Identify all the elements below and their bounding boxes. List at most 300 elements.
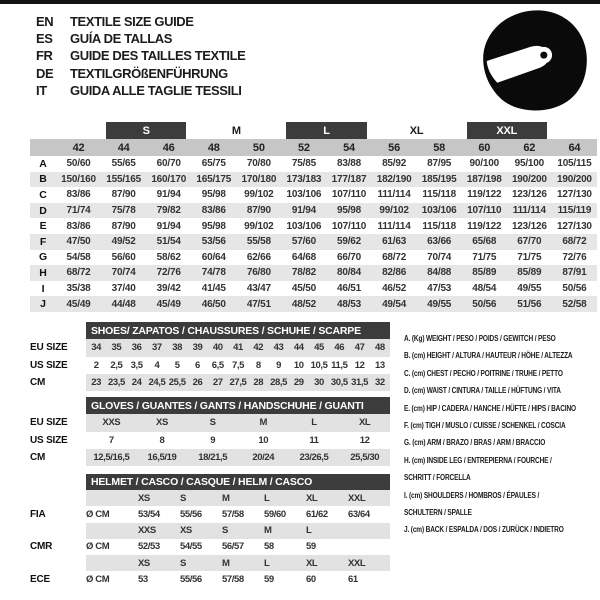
value-cell: L: [306, 523, 348, 539]
value-cell: 5: [174, 359, 180, 371]
language-title: GUIDE DES TAILLES TEXTILE: [70, 48, 246, 64]
value-cell: 53: [138, 573, 148, 585]
measure-row-e: [30, 218, 597, 234]
value-cell: 39: [187, 339, 207, 356]
size-group-xl: XL: [409, 124, 424, 137]
value-cell: 105/115: [557, 158, 592, 170]
value-cell: 9: [276, 359, 281, 371]
value-cell: 99/102: [244, 220, 274, 232]
value-cell: 72/76: [146, 265, 191, 281]
value-cell: 41: [228, 339, 248, 356]
value-cell: 37: [147, 339, 167, 356]
value-cell: 44/48: [101, 296, 146, 312]
value-cell: 28: [248, 374, 268, 391]
row-cm: [30, 449, 390, 466]
row-letter: C: [39, 188, 47, 201]
helmet-size-table: [30, 474, 390, 587]
value-cell: 8: [255, 359, 261, 371]
value-cell: 12: [359, 434, 370, 446]
helmet-icon: [476, 8, 594, 119]
value-cell: XS: [138, 555, 180, 571]
value-cell: 7,5: [231, 359, 244, 371]
row-label: [30, 490, 86, 506]
value-cell: 35: [106, 339, 126, 356]
value-cell: XS: [137, 414, 188, 431]
value-cell: 99/102: [372, 203, 417, 219]
value-cell: 115/118: [422, 220, 456, 232]
value-cell: 48/52: [281, 296, 326, 312]
value-cell: 46/52: [382, 283, 407, 295]
value-cell: XXL: [348, 490, 390, 506]
measure-row-b: [30, 172, 597, 188]
language-title: GUÍA DE TALLAS: [70, 31, 173, 47]
value-cell: 62/66: [246, 251, 271, 263]
value-cell: 111/114: [377, 220, 411, 232]
value-cell: 95/98: [326, 203, 371, 219]
value-cell: 57/58: [222, 508, 244, 520]
legend-line: C. (cm) CHEST / PECHO / POITRINE / TRUHE / PETTO: [404, 367, 563, 378]
value-cell: 185/195: [417, 172, 462, 188]
value-cell: 123/126: [511, 189, 547, 201]
row-label: [30, 523, 86, 539]
value-cell: 49/54: [372, 296, 417, 312]
value-cell: 84/88: [417, 265, 462, 281]
value-cell: 49/52: [101, 234, 146, 250]
value-cell: 61: [348, 573, 358, 585]
value-cell: 45/49: [56, 296, 101, 312]
row-letter: G: [39, 251, 47, 264]
value-cell: 103/106: [417, 203, 462, 219]
measure-row-g: [30, 250, 597, 266]
row-eu-size: [30, 339, 390, 356]
value-cell: 48: [370, 339, 390, 356]
value-cell: XL: [306, 490, 348, 506]
value-cell: [348, 523, 390, 539]
legend-line: D. (cm) WAIST / CINTURA / TAILLE / HÜFTUNG / VITA: [404, 385, 561, 396]
value-cell: S: [180, 490, 222, 506]
value-cell: Ø CM: [86, 573, 110, 585]
value-cell: 13: [374, 359, 385, 371]
value-cell: 36: [127, 339, 147, 356]
measure-row-d: [30, 203, 597, 219]
value-cell: 85/92: [382, 158, 407, 170]
row-fia: [30, 506, 390, 522]
legend-line: SCHULTERN / SPALLE: [404, 507, 472, 518]
value-cell: XXL: [348, 555, 390, 571]
value-cell: 60/70: [156, 158, 181, 170]
value-cell: 46: [329, 339, 349, 356]
row-label: US SIZE: [30, 357, 86, 374]
value-cell: 39/42: [156, 283, 181, 295]
value-cell: 16,5/19: [137, 449, 188, 466]
value-cell: 74/78: [191, 265, 236, 281]
language-title: TEXTILE SIZE GUIDE: [70, 14, 194, 30]
value-cell: 63/64: [348, 508, 370, 520]
legend-line: SCHRITT / FORCELLA: [404, 472, 471, 483]
value-cell: 50/56: [462, 296, 507, 312]
value-cell: 27: [208, 374, 228, 391]
helmet-icon-svg: [476, 8, 594, 114]
value-cell: XL: [306, 555, 348, 571]
value-cell: 111/114: [507, 203, 552, 219]
value-cell: 64/68: [291, 251, 316, 263]
size-number-row: [30, 139, 597, 156]
language-code: EN: [36, 14, 54, 30]
value-cell: 72/76: [562, 251, 587, 263]
value-cell: 53/56: [191, 234, 236, 250]
value-cell: 56/60: [111, 251, 136, 263]
table-title: SHOES/ ZAPATOS / CHAUSSURES / SCHUHE / SCARPE: [86, 322, 390, 339]
value-cell: 71/74: [56, 203, 101, 219]
value-cell: 63/66: [417, 234, 462, 250]
row-sizes: [30, 523, 390, 539]
value-cell: 95/100: [514, 158, 545, 170]
value-cell: 85/89: [462, 265, 507, 281]
value-cell: 20/24: [238, 449, 289, 466]
row-letter: H: [30, 265, 56, 281]
size-50: 50: [236, 139, 281, 156]
value-cell: 67/70: [507, 234, 552, 250]
value-cell: 79/82: [146, 203, 191, 219]
value-cell: 83/88: [336, 158, 362, 170]
value-cell: 87/90: [111, 189, 136, 201]
measurement-legend: [404, 330, 599, 539]
value-cell: 90/100: [469, 158, 499, 170]
value-cell: 54/58: [66, 251, 91, 263]
value-cell: 71/75: [517, 251, 542, 263]
size-group-row: [30, 122, 597, 139]
value-cell: 55/56: [180, 508, 202, 520]
value-cell: 123/126: [511, 220, 547, 232]
value-cell: 54/55: [180, 541, 202, 553]
value-cell: 9: [210, 434, 216, 446]
shoes-size-table: [30, 322, 390, 391]
value-cell: 103/106: [286, 189, 322, 201]
value-cell: 11,5: [331, 359, 348, 371]
legend-line: B. (cm) HEIGHT / ALTURA / HAUTEUR / HÖHE / ALTEZZA: [404, 350, 573, 361]
value-cell: 43/47: [246, 283, 271, 295]
size-54: 54: [326, 139, 371, 156]
value-cell: 107/110: [462, 203, 507, 219]
value-cell: 12: [354, 359, 365, 371]
value-cell: 82/86: [372, 265, 417, 281]
value-cell: 60: [306, 573, 316, 585]
language-row: [36, 47, 245, 64]
value-cell: 30: [309, 374, 329, 391]
row-eu-size: [30, 414, 390, 431]
value-cell: 47/53: [427, 283, 452, 295]
value-cell: 91/94: [281, 203, 326, 219]
value-cell: 7: [108, 434, 114, 446]
value-cell: 45: [309, 339, 329, 356]
table-header-row: [30, 397, 390, 414]
value-cell: 190/200: [507, 172, 552, 188]
value-cell: 49/55: [517, 283, 542, 295]
value-cell: 95/98: [201, 189, 226, 201]
value-cell: 31,5: [349, 374, 369, 391]
table-header-row: [30, 474, 390, 490]
value-cell: 12,5/16,5: [86, 449, 137, 466]
value-cell: 38: [167, 339, 187, 356]
legend-line: G. (cm) ARM / BRAZO / BRAS / ARM / BRACCIO: [404, 437, 546, 448]
value-cell: 115/118: [422, 189, 456, 201]
value-cell: 71/75: [472, 251, 497, 263]
value-cell: 6: [195, 359, 200, 371]
textile-size-table: [30, 122, 597, 312]
row-label: EU SIZE: [30, 414, 86, 431]
value-cell: 119/122: [467, 189, 502, 201]
value-cell: 10: [293, 359, 304, 371]
value-cell: 68/72: [56, 265, 101, 281]
size-60: 60: [462, 139, 507, 156]
language-row: [36, 30, 245, 47]
value-cell: 47: [349, 339, 369, 356]
value-cell: 91/94: [156, 220, 181, 232]
row-letter: A: [39, 157, 47, 170]
value-cell: 48/53: [326, 296, 371, 312]
value-cell: Ø CM: [86, 508, 110, 520]
value-cell: 32: [370, 374, 390, 391]
legend-line: A. (Kg) WEIGHT / PESO / POIDS / GEWITCH / PESO: [404, 333, 556, 343]
value-cell: XXS: [86, 414, 137, 431]
value-cell: 177/187: [326, 172, 371, 188]
value-cell: 115/119: [552, 203, 597, 219]
value-cell: M: [238, 414, 289, 431]
value-cell: 45/49: [146, 296, 191, 312]
value-cell: S: [222, 523, 264, 539]
value-cell: 59/60: [264, 508, 286, 520]
value-cell: [86, 490, 138, 506]
value-cell: 57/60: [281, 234, 326, 250]
value-cell: 35/38: [66, 283, 91, 295]
size-44: 44: [101, 139, 146, 156]
language-code: IT: [36, 82, 47, 98]
value-cell: M: [222, 490, 264, 506]
value-cell: 150/160: [56, 172, 101, 188]
row-label: EU SIZE: [30, 339, 86, 356]
row-cm: [30, 374, 390, 391]
table-title: GLOVES / GUANTES / GANTS / HANDSCHUHE / GUANTI: [86, 397, 390, 414]
value-cell: 59: [264, 573, 274, 585]
value-cell: 40: [208, 339, 228, 356]
value-cell: XL: [339, 414, 390, 431]
value-cell: 83/86: [66, 220, 91, 232]
value-cell: 59/62: [326, 234, 371, 250]
value-cell: 59: [306, 541, 316, 553]
value-cell: 61/62: [306, 508, 328, 520]
value-cell: [348, 539, 390, 555]
value-cell: [86, 523, 138, 539]
value-cell: 170/180: [236, 172, 281, 188]
size-group-m: M: [231, 124, 241, 137]
value-cell: 25,5/30: [339, 449, 390, 466]
language-title: GUIDA ALLE TAGLIE TESSILI: [70, 82, 242, 98]
measure-row-j: [30, 296, 597, 312]
value-cell: 165/175: [191, 172, 236, 188]
row-letter: J: [30, 296, 56, 312]
measure-row-i: [30, 281, 597, 297]
row-letter: D: [30, 203, 56, 219]
value-cell: 87/95: [427, 158, 452, 170]
value-cell: 56/57: [222, 541, 244, 553]
value-cell: 27,5: [228, 374, 248, 391]
legend-line: H. (cm) INSIDE LEG / ENTREPIERNA / FOURCHE /: [404, 454, 552, 465]
value-cell: 3,5: [130, 359, 143, 371]
value-cell: L: [264, 555, 306, 571]
value-cell: 50/56: [562, 283, 587, 295]
value-cell: 8: [159, 434, 165, 446]
value-cell: 95/98: [201, 220, 226, 232]
value-cell: 187/198: [462, 172, 507, 188]
value-cell: 87/90: [236, 203, 281, 219]
row-us-size: [30, 357, 390, 374]
value-cell: 55/65: [111, 158, 136, 170]
value-cell: 160/170: [146, 172, 191, 188]
value-cell: 107/110: [331, 220, 367, 232]
measure-row-c: [30, 187, 597, 203]
value-cell: 58: [264, 541, 274, 553]
value-cell: 155/165: [101, 172, 146, 188]
value-cell: 58/62: [156, 251, 181, 263]
measure-row-f: [30, 234, 597, 250]
value-cell: 119/122: [467, 220, 502, 232]
language-row: [36, 13, 245, 30]
value-cell: 44: [289, 339, 309, 356]
legend-line: I. (cm) SHOULDERS / HOMBROS / ÉPAULES /: [404, 489, 540, 500]
value-cell: 65/75: [201, 158, 226, 170]
value-cell: 2: [93, 359, 99, 371]
value-cell: 30,5: [329, 374, 349, 391]
row-letter: B: [30, 172, 56, 188]
gloves-size-table: [30, 397, 390, 466]
value-cell: 26: [187, 374, 207, 391]
size-64: 64: [552, 139, 597, 156]
value-cell: 66/70: [336, 251, 362, 263]
value-cell: 76/80: [236, 265, 281, 281]
value-cell: 70/80: [246, 158, 271, 170]
value-cell: 51/54: [146, 234, 191, 250]
value-cell: 87/90: [111, 220, 136, 232]
value-cell: 37/40: [111, 283, 136, 295]
size-52: 52: [281, 139, 326, 156]
value-cell: [86, 555, 138, 571]
value-cell: 28,5: [268, 374, 288, 391]
row-label: CM: [30, 374, 86, 391]
value-cell: 18/21,5: [187, 449, 238, 466]
top-border-bar: [0, 0, 600, 4]
measure-row-a: [30, 156, 597, 172]
table-title: HELMET / CASCO / CASQUE / HELM / CASCO: [86, 474, 390, 490]
value-cell: 24: [127, 374, 147, 391]
language-code: FR: [36, 48, 53, 64]
row-sizes: [30, 555, 390, 571]
size-56: 56: [372, 139, 417, 156]
value-cell: L: [289, 414, 340, 431]
size-62: 62: [507, 139, 552, 156]
row-letter: E: [39, 220, 47, 233]
language-row: [36, 65, 245, 82]
value-cell: 25,5: [167, 374, 187, 391]
value-cell: M: [222, 555, 264, 571]
language-title-list: [36, 13, 245, 99]
language-row: [36, 82, 245, 99]
value-cell: 190/200: [552, 172, 597, 188]
value-cell: 52/58: [552, 296, 597, 312]
value-cell: 34: [86, 339, 106, 356]
value-cell: M: [264, 523, 306, 539]
value-cell: 83/86: [66, 189, 91, 201]
value-cell: 99/102: [244, 189, 274, 201]
size-group-xxl: XXL: [462, 122, 552, 139]
value-cell: 50/60: [66, 158, 91, 170]
spacer-cell: [30, 322, 86, 339]
language-code: ES: [36, 31, 53, 47]
value-cell: 87/91: [552, 265, 597, 281]
value-cell: 65/68: [462, 234, 507, 250]
value-cell: 107/110: [331, 189, 367, 201]
row-letter: I: [41, 282, 45, 295]
value-cell: 70/74: [101, 265, 146, 281]
value-cell: 78/82: [281, 265, 326, 281]
value-cell: 23: [86, 374, 106, 391]
value-cell: 29: [289, 374, 309, 391]
value-cell: S: [180, 555, 222, 571]
row-label: ECE: [30, 571, 86, 587]
legend-line: E. (cm) HIP / CADERA / HANCHE / HÜFTE / HIPS / BACINO: [404, 402, 576, 413]
value-cell: 103/106: [286, 220, 322, 232]
language-code: DE: [36, 65, 54, 81]
value-cell: 173/183: [281, 172, 326, 188]
value-cell: 57/58: [222, 573, 244, 585]
size-42: 42: [56, 139, 101, 156]
value-cell: XS: [138, 490, 180, 506]
value-cell: 2,5: [110, 359, 123, 371]
size-58: 58: [417, 139, 462, 156]
value-cell: 70/74: [427, 251, 452, 263]
size-48: 48: [191, 139, 236, 156]
row-letter: F: [30, 234, 56, 250]
value-cell: 23,5: [106, 374, 126, 391]
value-cell: 11: [309, 434, 319, 446]
value-cell: 6,5: [211, 359, 224, 371]
spacer-cell: [552, 122, 597, 139]
value-cell: S: [187, 414, 238, 431]
row-label: CMR: [30, 539, 86, 555]
spacer-cell: [30, 122, 101, 139]
value-cell: 127/130: [557, 220, 592, 232]
row-label: CM: [30, 449, 86, 466]
spacer-cell: [30, 397, 86, 414]
row-ece: [30, 571, 390, 587]
value-cell: 49/55: [417, 296, 462, 312]
value-cell: 127/130: [557, 189, 592, 201]
value-cell: 60/64: [201, 251, 226, 263]
value-cell: 85/89: [507, 265, 552, 281]
value-cell: 75/78: [101, 203, 146, 219]
value-cell: 55/56: [180, 573, 202, 585]
value-cell: 83/86: [191, 203, 236, 219]
row-us-size: [30, 432, 390, 449]
table-header-row: [30, 322, 390, 339]
size-group-l: L: [281, 122, 371, 139]
measure-row-h: [30, 265, 597, 281]
legend-line: F. (cm) TIGH / MUSLO / CUISSE / SCHENKEL / COSCIA: [404, 420, 566, 431]
value-cell: Ø CM: [86, 541, 110, 553]
value-cell: 10,5: [310, 359, 328, 371]
value-cell: 47/50: [56, 234, 101, 250]
value-cell: 42: [248, 339, 268, 356]
spacer-cell: [30, 474, 86, 490]
